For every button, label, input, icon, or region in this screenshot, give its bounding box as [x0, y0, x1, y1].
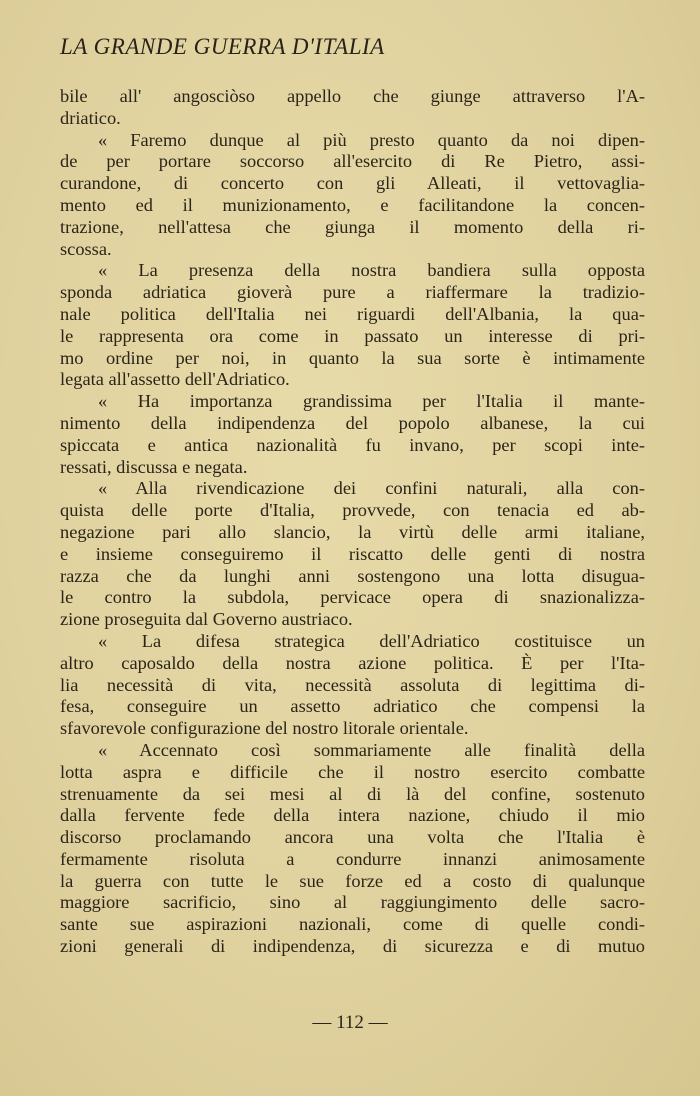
text-line: negazione pari allo slancio, la virtù delle armi italiane, [60, 521, 645, 542]
paragraph [60, 260, 645, 391]
paragraph [60, 86, 645, 130]
text-line: altro caposaldo della nostra azione politica. È per l'Ita- [60, 652, 645, 673]
text-line: mo ordine per noi, in quanto la sua sorte è intimamente [60, 347, 645, 368]
text-line: « La presenza della nostra bandiera sulla opposta [98, 260, 645, 281]
text-line: quista delle porte d'Italia, provvede, con tenacia ed ab- [60, 500, 645, 521]
text-line: « Faremo dunque al più presto quanto da noi dipen- [98, 129, 645, 150]
text-line: sfavorevole configurazione del nostro litorale orientale. [60, 718, 469, 739]
paragraph [60, 631, 645, 740]
text-line: bile all' angosciòso appello che giunge attraverso l'A- [60, 86, 645, 106]
text-line: mento ed il munizionamento, e facilitandone la concen- [60, 194, 645, 215]
body-text [60, 86, 645, 958]
paragraph [60, 391, 645, 478]
text-line: strenuamente da sei mesi al di là del confine, sostenuto [60, 783, 645, 804]
text-line: curandone, di concerto con gli Alleati, il vettovaglia- [60, 173, 645, 194]
text-line: trazione, nell'attesa che giunga il momento della ri- [60, 216, 645, 237]
text-line: zione proseguita dal Governo austriaco. [60, 609, 353, 630]
text-line: fermamente risoluta a condurre innanzi animosamente [60, 848, 645, 869]
paragraph [60, 478, 645, 631]
text-line: le rappresenta ora come in passato un interesse di pri- [60, 325, 645, 346]
text-line: fesa, conseguire un assetto adriatico che compensi la [60, 696, 645, 717]
text-line: scossa. [60, 238, 112, 259]
text-line: lia necessità di vita, necessità assoluta di legittima di- [60, 674, 645, 695]
text-line: nale politica dell'Italia nei riguardi dell'Albania, la qua- [60, 303, 645, 324]
text-line: le contro la subdola, pervicace opera di snazionalizza- [60, 587, 645, 608]
text-line: de per portare soccorso all'esercito di Re Pietro, assi- [60, 151, 645, 172]
text-line: sante sue aspirazioni nazionali, come di quelle condi- [60, 914, 645, 935]
page-number: — 112 — [312, 1012, 388, 1033]
text-line: la guerra con tutte le sue forze ed a costo di qualunque [60, 870, 645, 891]
text-line: ressati, discussa e negata. [60, 456, 248, 477]
text-line: « Alla rivendicazione dei confini naturali, alla con- [98, 478, 645, 499]
text-line: dalla fervente fede della intera nazione, chiudo il mio [60, 805, 645, 826]
text-line: maggiore sacrificio, sino al raggiungimento delle sacro- [60, 892, 645, 913]
text-line: « La difesa strategica dell'Adriatico costituisce un [98, 630, 645, 651]
running-head: LA GRANDE GUERRA D'ITALIA [60, 34, 385, 59]
text-line: « Ha importanza grandissima per l'Italia il mante- [98, 391, 645, 412]
text-line: nimento della indipendenza del popolo albanese, la cui [60, 412, 645, 433]
text-line: zioni generali di indipendenza, di sicurezza e di mutuo [60, 936, 645, 957]
text-line: spiccata e antica nazionalità fu invano, per scopi inte- [60, 434, 645, 455]
text-line: « Accennato così sommariamente alle finalità della [98, 739, 645, 760]
text-line: discorso proclamando ancora una volta che l'Italia è [60, 827, 645, 848]
text-line: e insieme conseguiremo il riscatto delle genti di nostra [60, 543, 645, 564]
paragraph [60, 740, 645, 958]
text-line: lotta aspra e difficile che il nostro esercito combatte [60, 761, 645, 782]
text-line: driatico. [60, 107, 121, 128]
text-line: sponda adriatica gioverà pure a riaffermare la tradizio- [60, 282, 645, 303]
paragraph [60, 130, 645, 261]
text-line: legata all'assetto dell'Adriatico. [60, 369, 290, 390]
text-line: razza che da lunghi anni sostengono una lotta disugua- [60, 565, 645, 586]
